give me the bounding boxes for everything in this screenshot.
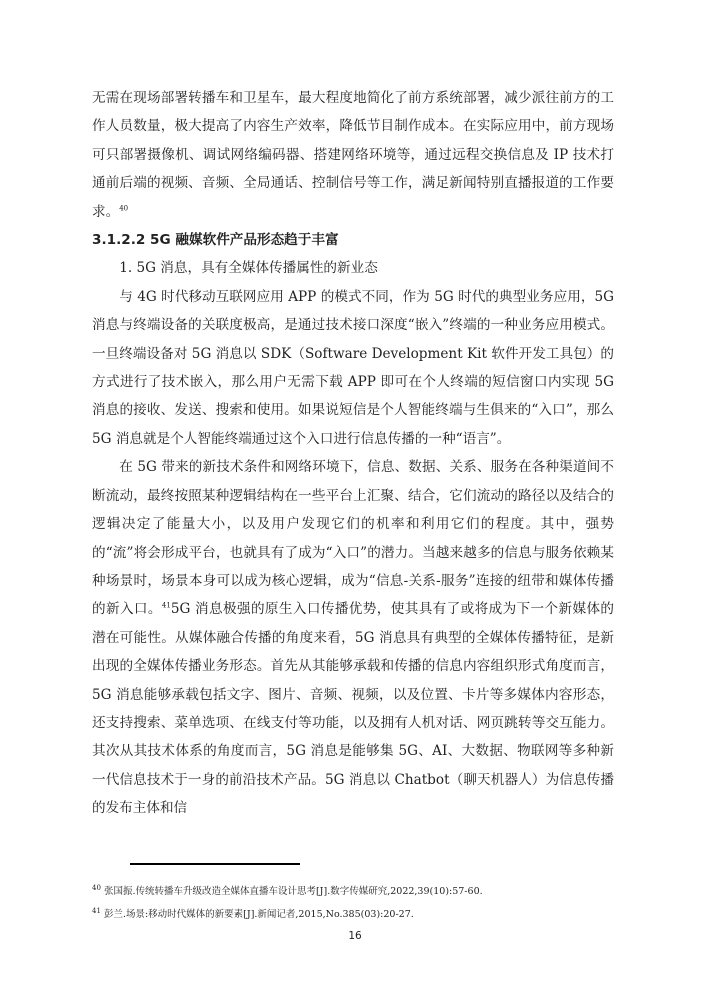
paragraph-3b-text: 5G 消息极强的原生入口传播优势，使其具有了或将成为下一个新媒体的潜在可能性。从媒体融合传播的角度来看，5G 消息具有典型的全媒体传播特征，是新出现的全媒体传播业务形态。首先从其能够承载和传播的信息内容组织形式角度而言，5G 消息能够承载包括文字、图片、音频、视频，以及位置、卡片等多媒体内容形态，还支持搜索、菜单选项、在线支付等功能，以及拥有人机对话、网页跳转等交互能力。其次从其技术体系的角度而言，5G 消息是能够集 5G、AI、大数据、物联网等多种新一代信息技术于一身的前沿技术产品。5G 消息以 Chatbot（聊天机器人）为信息传播的发布主体和信 [92,601,615,817]
footnote-divider [130,863,300,865]
footnote-41 [92,903,652,926]
section-heading: 3.1.2.2 5G 融媒软件产品形态趋于丰富 [92,232,339,249]
footnote-ref-40: 40 [119,204,129,213]
paragraph-1 [92,84,614,226]
footnote-number: 40 [92,883,101,892]
paragraph-1-text: 无需在现场部署转播车和卫星车，最大程度地简化了前方系统部署，减少派往前方的工作人员数量，极大提高了内容生产效率，降低节目制作成本。在实际应用中，前方现场可只部署摄像机、调试网络编码器、搭建网络环境等，通过远程交换信息及 IP 技术打通前后端的视频、音频、全局通话、控制信号等工作，满足新闻特别直播报道的工作要求。 [92,90,614,220]
page-number: 16 [348,930,362,942]
footnote-ref-41: 41 [161,601,171,610]
subheading: 1. 5G 消息，具有全媒体传播属性的新业态 [119,260,378,277]
footnote-40 [92,880,652,903]
footnote-text: 彭兰.场景:移动时代媒体的新要素[J].新闻记者,2015,No.385(03):20-27. [103,909,414,920]
body-text [92,84,614,823]
footnotes [92,880,652,926]
paragraph-3 [92,453,614,822]
footnote-number: 41 [92,906,101,915]
footnote-text: 张国振.传统转播车升级改造全媒体直播车设计思考[J].数字传媒研究,2022,39(10):57-60. [103,886,483,897]
paragraph-2: 与 4G 时代移动互联网应用 APP 的模式不同，作为 5G 时代的典型业务应用，5G 消息与终端设备的关联度极高，是通过技术接口深度“嵌入”终端的一种业务应用模式。一旦终端设备对 5G 消息以 SDK（Software Development Kit 软件开发工具包）的方式进行了技术嵌入，那么用户无需下载 APP 即可在个人终端的短信窗口内实现 5G 消息的接收、发送、搜索和使用。如果说短信是个人智能终端与生俱来的“入口”，那么 5G 消息就是个人智能终端通过这个入口进行信息传播的一种“语言”。 [92,288,614,447]
paragraph-3a-text: 在 5G 带来的新技术条件和网络环境下，信息、数据、关系、服务在各种渠道间不断流动，最终按照某种逻辑结构在一些平台上汇聚、结合，它们流动的路径以及结合的逻辑决定了能量大小，以及用户发现它们的机率和利用它们的程度。其中，强势的“流”将会形成平台，也就具有了成为“入口”的潜力。当越来越多的信息与服务依赖某种场景时，场景本身可以成为核心逻辑，成为“信息-关系-服务”连接的纽带和媒体传播的新入口。 [92,459,614,618]
